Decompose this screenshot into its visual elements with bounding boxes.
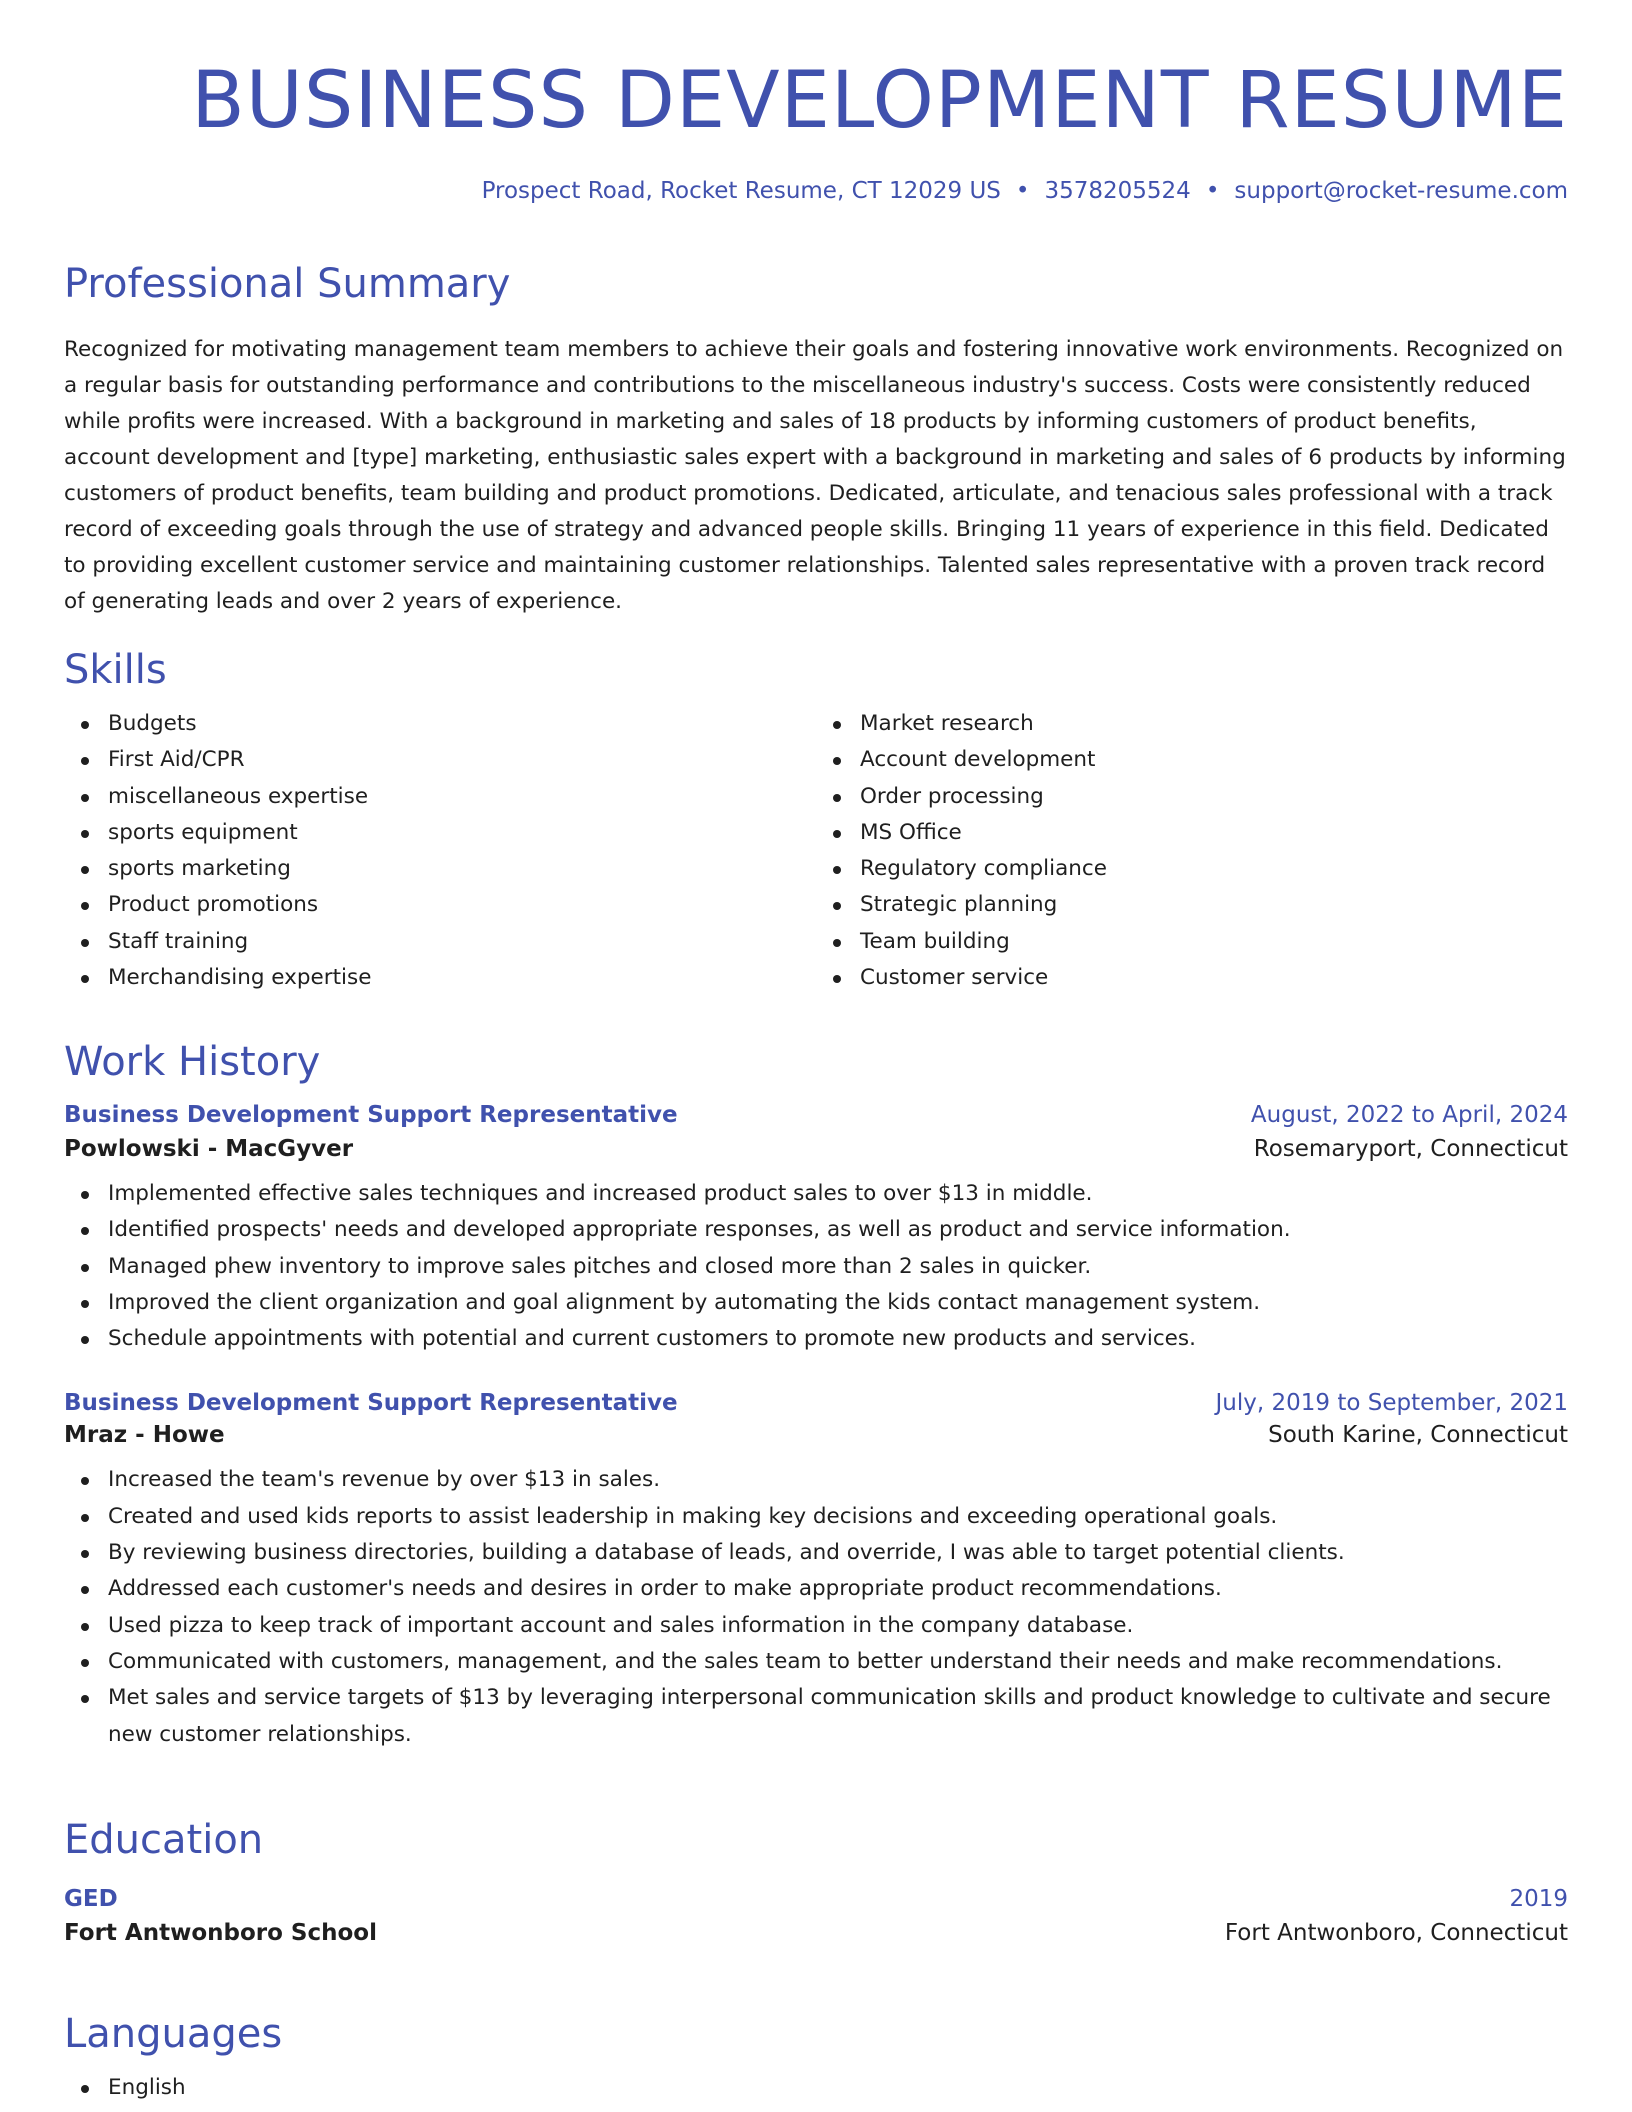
skills-list-right (816, 706, 1568, 996)
contact-line (64, 178, 1568, 206)
job-company: Mraz - Howe (64, 1422, 225, 1449)
job-company-row (64, 1136, 1568, 1162)
skill-item: Product promotions (108, 887, 816, 923)
skill-item: Strategic planning (860, 887, 1568, 923)
work-history-heading: Work History (64, 1039, 321, 1085)
job-dates: July, 2019 to September, 2021 (1215, 1390, 1568, 1417)
language-item: English (108, 2070, 1568, 2106)
skill-item: Account development (860, 742, 1568, 778)
contact-phone: 3578205524 (1044, 178, 1191, 204)
job-company-row (64, 1422, 1568, 1448)
education-school-row (64, 1920, 1568, 1946)
job-bullet: Met sales and service targets of $13 by leveraging interpersonal communication skills and product knowledge to cultivate and secure new customer relationships. (108, 1680, 1568, 1753)
contact-separator: • (1205, 178, 1220, 204)
skill-item: Team building (860, 924, 1568, 960)
education-degree: GED (64, 1886, 118, 1912)
skill-item: Customer service (860, 960, 1568, 996)
languages-heading: Languages (64, 2011, 283, 2057)
summary-section (64, 262, 1568, 620)
education-location: Fort Antwonboro, Connecticut (1224, 1920, 1568, 1946)
skill-item: miscellaneous expertise (108, 779, 816, 815)
job-bullets (64, 1462, 1568, 1752)
contact-address: Prospect Road, Rocket Resume, CT 12029 US (481, 178, 1001, 204)
job-bullet: Schedule appointments with potential and current customers to promote new products and services. (108, 1321, 1568, 1357)
contact-email[interactable]: support@rocket-resume.com (1234, 178, 1568, 204)
job-header-row (64, 1390, 1568, 1416)
job-bullet: Increased the team's revenue by over $13 in sales. (108, 1462, 1568, 1498)
contact-separator: • (1015, 178, 1030, 204)
skill-item: First Aid/CPR (108, 742, 816, 778)
skill-item: sports marketing (108, 851, 816, 887)
job-header-row (64, 1102, 1568, 1128)
job-bullets (64, 1176, 1568, 1357)
skill-item: Merchandising expertise (108, 960, 816, 996)
job-bullet: Managed phew inventory to improve sales pitches and closed more than 2 sales in quicker. (108, 1249, 1568, 1285)
job-bullet: Addressed each customer's needs and desires in order to make appropriate product recommendations. (108, 1571, 1568, 1607)
job-bullet: By reviewing business directories, building a database of leads, and override, I was able to target potential clients. (108, 1535, 1568, 1571)
job-dates: August, 2022 to April, 2024 (1250, 1102, 1568, 1128)
job-location: Rosemaryport, Connecticut (1253, 1136, 1568, 1162)
skill-item: Staff training (108, 924, 816, 960)
education-school: Fort Antwonboro School (64, 1920, 377, 1946)
skill-item: Regulatory compliance (860, 851, 1568, 887)
skill-item: Budgets (108, 706, 816, 742)
skill-item: sports equipment (108, 815, 816, 851)
job-position: Business Development Support Representative (64, 1102, 678, 1128)
skill-item: Order processing (860, 779, 1568, 815)
job-entry (64, 1102, 1568, 1357)
skills-columns (64, 706, 1568, 996)
skill-item: MS Office (860, 815, 1568, 851)
education-heading: Education (64, 1817, 264, 1863)
job-location: South Karine, Connecticut (1268, 1422, 1568, 1449)
education-section (64, 1818, 1568, 1946)
summary-text: Recognized for motivating management team members to achieve their goals and fostering innovative work environments. Recognized on a regular basis for outstanding performance and contributions to the miscellaneous industry's success. Costs were consistently reduced while profits were increased. With a background in marketing and sales of 18 products by informing customers of product benefits, account development and [type] marketing, enthusiastic sales expert with a background in marketing and sales of 6 products by informing customers of product benefits, team building and product promotions. Dedicated, articulate, and tenacious sales professional with a track record of exceeding goals through the use of strategy and advanced people skills. Bringing 11 years of experience in this field. Dedicated to providing excellent customer service and maintaining customer relationships. Talented sales representative with a proven track record of generating leads and over 2 years of experience. (64, 337, 1566, 614)
languages-section (64, 2012, 1568, 2106)
skill-item: Market research (860, 706, 1568, 742)
job-bullet: Identified prospects' needs and developed appropriate responses, as well as product and service information. (108, 1212, 1568, 1248)
job-bullet: Communicated with customers, management, and the sales team to better understand their needs and make recommendations. (108, 1644, 1568, 1680)
skills-section (64, 648, 1568, 996)
job-bullet: Implemented effective sales techniques and increased product sales to over $13 in middle. (108, 1176, 1568, 1212)
education-year: 2019 (1509, 1886, 1568, 1912)
job-bullet: Improved the client organization and goal alignment by automating the kids contact management system. (108, 1285, 1568, 1321)
languages-list (64, 2070, 1568, 2106)
job-bullet: Created and used kids reports to assist leadership in making key decisions and exceeding operational goals. (108, 1499, 1568, 1535)
skills-heading: Skills (64, 647, 167, 693)
education-header-row (64, 1886, 1568, 1912)
job-company: Powlowski - MacGyver (64, 1136, 354, 1162)
skills-list-left (64, 706, 816, 996)
work-history-section (64, 1040, 1568, 1753)
resume-title: BUSINESS DEVELOPMENT RESUME (191, 56, 1568, 146)
summary-heading: Professional Summary (64, 261, 511, 307)
job-entry (64, 1390, 1568, 1752)
job-bullet: Used pizza to keep track of important account and sales information in the company database. (108, 1608, 1568, 1644)
job-position: Business Development Support Representative (64, 1390, 678, 1417)
